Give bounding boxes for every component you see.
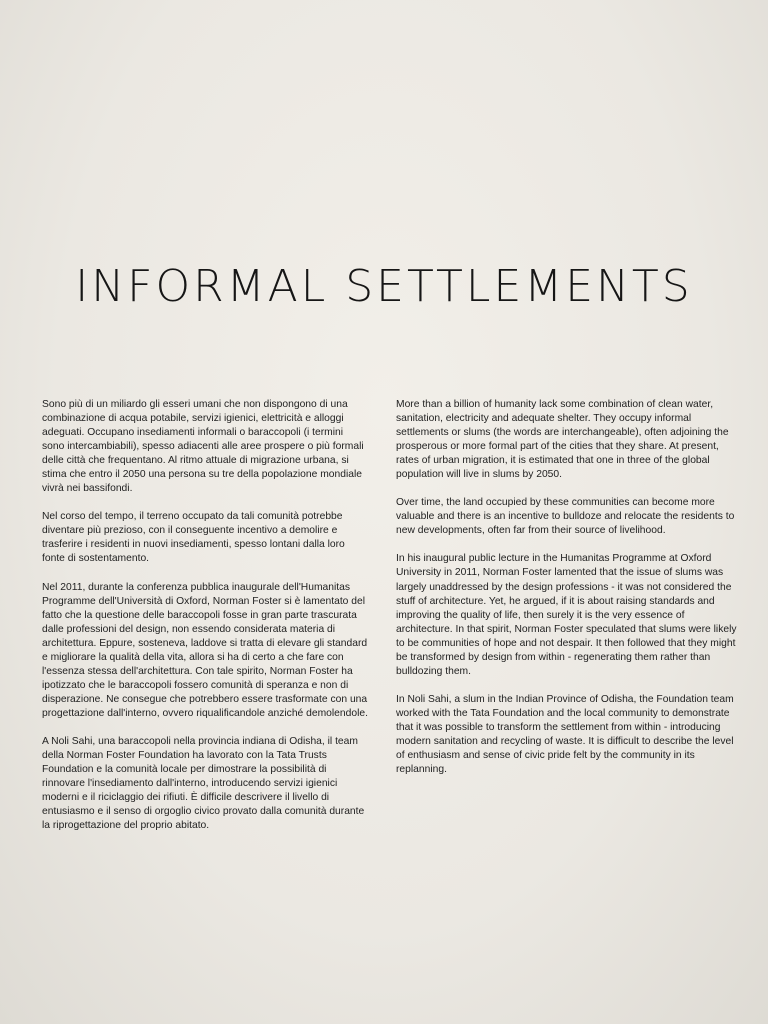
english-paragraph: More than a billion of humanity lack some combination of clean water, sanitation, electricity and adequate shelter. They occupy informal settlements or slums (the words are interchangeable), often adjoining the prosperous or more formal part of the cities that they share. At present, rates of urban migration, it is estimated that one in three of the global population will live in slums by 2050. — [396, 399, 729, 481]
english-text-column — [396, 398, 741, 791]
english-paragraph: In Noli Sahi, a slum in the Indian Province of Odisha, the Foundation team worked with the Tata Foundation and the local community to demonstrate that it was possible to transform the settlement from within - introducing modern sanitation and recycling of waste. It is difficult to describe the level of enthusiasm and sense of civic pride felt by the community in its replanning. — [396, 693, 734, 776]
page-title: INFORMAL SETTLEMENTS — [75, 261, 693, 313]
english-paragraph: Over time, the land occupied by these communities can become more valuable and there is an incentive to bulldoze and relocate the residents to new developments, often far from their source of livelihood. — [396, 497, 735, 537]
english-paragraph: In his inaugural public lecture in the Humanitas Programme at Oxford University in 2011, Norman Foster lamented that the issue of slums was largely unaddressed by the design professions - it was not considered the stuff of architecture. Yet, he argued, if it is about raising standards and improving the quality of life, then surely it is the very essence of architecture. In that spirit, Norman Foster speculated that slums were likely to be communities of hope and not despair. It then followed that they might be transformed by design from within - regenerating them rather than bulldozing them. — [396, 553, 737, 677]
italian-paragraph: Nel 2011, durante la conferenza pubblica inaugurale dell'Humanitas Programme dell'Università di Oxford, Norman Foster si è lamentato del fatto che la questione delle baraccopoli fosse in gran parte trascurata dalle professioni del design, non essendo considerata materia di architettura. Eppure, sosteneva, laddove si tratta di elevare gli standard e migliorare la qualità della vita, allora si ha di certo a che fare con l'essenza stessa dell'architettura. Con tale spirito, Norman Foster ha ipotizzato che le baraccopoli fossero comunità di speranza e non di disperazione. Ne consegue che potrebbero essere trasformate con una progettazione dall'interno, ovvero riqualificandole anziché demolendole. — [42, 581, 368, 719]
italian-text-column — [42, 398, 368, 847]
italian-paragraph: Nel corso del tempo, il terreno occupato da tali comunità potrebbe diventare più prezioso, con il conseguente incentivo a demolire e trasferire i residenti in nuovi insediamenti, spesso lontani dalla loro fonte di sostentamento. — [42, 511, 345, 565]
italian-paragraph: A Noli Sahi, una baraccopoli nella provincia indiana di Odisha, il team della Norman Foster Foundation ha lavorato con la Tata Trusts Foundation e la comunità locale per dimostrare la possibilità di rinnovare l'insediamento dall'interno, introducendo servizi igienici moderni e il riciclaggio dei rifiuti. È difficile descrivere il livello di entusiasmo e il senso di orgoglio civico provato dalla comunità durante la riprogettazione del proprio abitato. — [42, 735, 365, 832]
italian-paragraph: Sono più di un miliardo gli esseri umani che non dispongono di una combinazione di acqua potabile, servizi igienici, elettricità e alloggi adeguati. Occupano insediamenti informali o baraccopoli (i termini sono intercambiabili), spesso adiacenti alle aree prospere o più formali delle città che frequentano. Al ritmo attuale di migrazione urbana, si stima che entro il 2050 una persona su tre della popolazione mondiale vivrà nei bassifondi. — [42, 399, 364, 495]
